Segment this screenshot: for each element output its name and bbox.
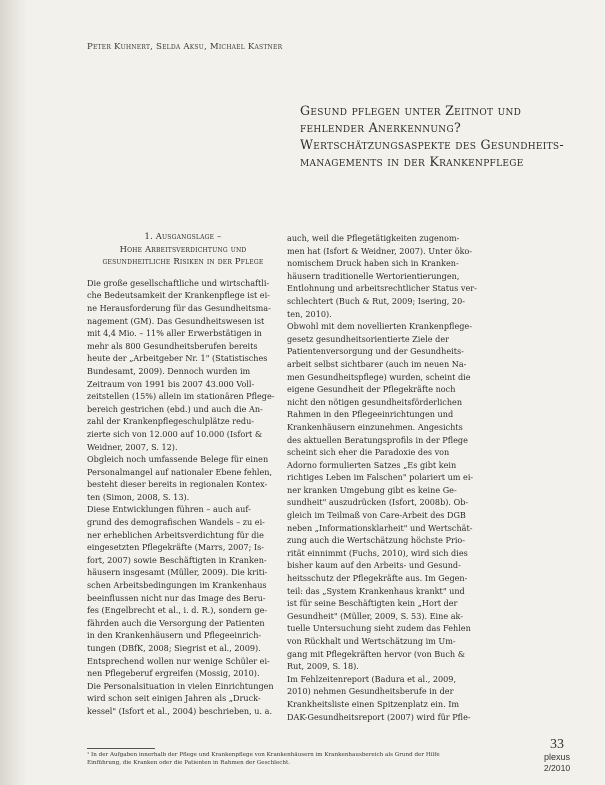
body-text-line: auch, weil die Pflegetätigkeiten zugenom- bbox=[287, 233, 460, 243]
section-heading-line: gesundheitliche Risiken in der Pflege bbox=[102, 256, 264, 267]
body-text-line: tuelle Untersuchung sieht zudem das Fehlen bbox=[287, 623, 471, 634]
body-text-line: nen Pflegeberuf ergreifen (Mossig, 2010). bbox=[87, 668, 260, 679]
body-text-line: Entlohnung und arbeitsrechtlicher Status ver- bbox=[287, 283, 477, 294]
page-footer bbox=[537, 737, 577, 774]
body-text-line: men hat (Isfort & Weidner, 2007). Unter öko- bbox=[287, 245, 473, 256]
body-text-line: che Bedeutsamkeit der Krankenpflege ist ei- bbox=[87, 290, 270, 301]
body-text-line: DAK-Gesundheitsreport (2007) wird für Pfle- bbox=[287, 711, 471, 722]
body-text-line: Weidner, 2007, S. 12). bbox=[87, 441, 178, 452]
body-text-line: eigene Gesundheit der Pflegekräfte noch bbox=[287, 384, 456, 395]
body-text-line: Personalmangel auf nationaler Ebene fehlen, bbox=[87, 466, 273, 477]
footnote-line: ¹ In der Aufgaben innerhalb der Pflege und Krankenpflege von Krankenhäusern im Krankenhausbereich als Grund der Hilfe bbox=[87, 752, 440, 758]
left-column bbox=[87, 230, 279, 718]
body-text-line: mit 4,4 Mio. – 11% aller Erwerbstätigen in bbox=[87, 328, 262, 339]
section-heading bbox=[87, 230, 279, 268]
body-text-line: besteht dieser bereits in regionalen Kontex- bbox=[87, 479, 268, 490]
body-text-line: beeinflussen nicht nur das Image des Beru- bbox=[87, 592, 266, 603]
body-text-line: Obwohl mit dem novellierten Krankenpflege- bbox=[287, 321, 472, 332]
body-text-line: bereich gestrichen (ebd.) und auch die An- bbox=[87, 403, 263, 414]
body-text-line: Bundesamt, 2009). Dennoch wurden im bbox=[87, 365, 251, 376]
body-text-line: Obgleich noch umfassende Belege für einen bbox=[87, 454, 269, 465]
body-text-line: nomischem Druck haben sich in Kranken- bbox=[287, 258, 459, 269]
journal-issue: 2/2010 bbox=[543, 763, 571, 773]
journal-name: plexus bbox=[543, 752, 570, 762]
body-text-line: schlechtert (Buch & Rut, 2009; Isering, 20- bbox=[287, 295, 465, 306]
running-header-authors: Peter Kuhnert, Selda Aksu, Michael Kastner bbox=[87, 42, 283, 52]
body-text-line: bisher kaum auf den Arbeits- und Gesund- bbox=[287, 560, 461, 571]
body-text-line: Im Fehlzeitenreport (Badura et al., 2009, bbox=[287, 673, 457, 684]
body-text-line: fährden auch die Versorgung der Patienten bbox=[87, 617, 265, 628]
body-text-line: Die große gesellschaftliche und wirtschaftli- bbox=[87, 277, 270, 288]
left-body-text bbox=[87, 277, 279, 718]
body-text-line: Krankheitsliste einen Spitzenplatz ein. Im bbox=[287, 698, 460, 709]
title-line: Wertschätzungsaspekte des Gesundheits- bbox=[300, 137, 564, 152]
body-text-line: Krankenhäusern einzunehmen. Angesichts bbox=[287, 421, 463, 432]
title-line: Gesund pflegen unter Zeitnot und bbox=[300, 103, 522, 118]
body-text-line: gleich im Teilmaß von Care-Arbeit des DGB bbox=[287, 510, 466, 521]
body-text-line: Zeitraum von 1991 bis 2007 43.000 Voll- bbox=[87, 378, 255, 389]
body-text-line: ner kranken Umgebung gibt es keine Ge- bbox=[287, 484, 457, 495]
body-text-line: zung auch die Wertschätzung höchste Prio- bbox=[287, 535, 466, 546]
body-text-line: häusern traditionelle Wertorientierungen, bbox=[287, 270, 460, 281]
body-text-line: heute der „Arbeitgeber Nr. 1" (Statistisches bbox=[87, 353, 268, 364]
body-text-line: Rahmen in den Pflegeeinrichtungen und bbox=[287, 409, 454, 420]
body-text-line: ner erheblichen Arbeitsverdichtung für die bbox=[87, 529, 264, 540]
body-text-line: grund des demografischen Wandels – zu ei- bbox=[87, 517, 265, 528]
body-text-line: zahl der Krankenpflegeschulplätze redu- bbox=[87, 416, 255, 427]
body-text-line: zeitstellen (15%) allein im stationären Pflege- bbox=[87, 391, 275, 402]
article-title bbox=[300, 102, 590, 170]
body-text-line: Die Personalsituation in vielen Einrichtungen bbox=[87, 680, 274, 691]
section-heading-line: Hohe Arbeitsverdichtung und bbox=[119, 243, 247, 254]
body-text-line: rität einnimmt (Fuchs, 2010), wird sich dies bbox=[287, 547, 468, 558]
body-text-line: fes (Engelbrecht et al., i. d. R.), sondern ge- bbox=[87, 605, 268, 616]
body-text-line: men Gesundheitspflege) wurden, scheint die bbox=[287, 371, 471, 382]
body-text-line: 2010) nehmen Gesundheitsberufe in der bbox=[287, 686, 454, 697]
body-text-line: tungen (DBfK, 2008; Siegrist et al., 2009). bbox=[87, 643, 261, 653]
footnote-divider bbox=[87, 748, 155, 749]
body-text-line: in den Krankenhäusern und Pflegeeinrich- bbox=[87, 630, 262, 641]
body-text-line: eingesetzten Pflegekräfte (Marrs, 2007; Is- bbox=[87, 542, 264, 553]
body-text-line: ten (Simon, 2008, S. 13). bbox=[87, 491, 190, 502]
body-text-line: teil: das „System Krankenhaus krankt" und bbox=[287, 585, 465, 596]
body-text-line: des aktuellen Beratungsprofils in der Pflege bbox=[287, 434, 468, 445]
footnote-line: Einführung, die Kranken oder die Patienten in Rahmen der Geschlecht. bbox=[87, 760, 291, 766]
body-text-line: Diese Entwicklungen führen – auch auf- bbox=[87, 504, 251, 515]
body-text-line: neben „Informationsklarheit" und Wertschät- bbox=[287, 522, 473, 533]
body-text-line: nicht den nötigen gesundheitsförderlichen bbox=[287, 396, 463, 407]
body-text-line: Adorno formulierten Satzes „Es gibt kein bbox=[287, 459, 457, 470]
body-text-line: ten, 2010). bbox=[287, 308, 332, 319]
page-edge-shadow bbox=[0, 0, 28, 785]
title-line: fehlender Anerkennung? bbox=[300, 120, 462, 135]
body-text-line: kessel" (Isfort et al., 2004) beschrieben, u. a. bbox=[87, 705, 273, 716]
body-text-line: nagement (GM). Das Gesundheitswesen ist bbox=[87, 315, 265, 326]
section-heading-line: 1. Ausgangslage – bbox=[144, 231, 222, 241]
body-text-line: ne Herausforderung für das Gesundheitsma- bbox=[87, 302, 271, 313]
footnote bbox=[87, 751, 497, 767]
body-text-line: Gesundheit" (Müller, 2009, S. 53). Eine ak- bbox=[287, 610, 464, 621]
body-text-line: richtiges Leben im Falschen" polariert um ei- bbox=[287, 472, 474, 483]
page-number: 33 bbox=[550, 737, 564, 752]
body-text-line: fort, 2007) sowie Beschäftigten in Kranken- bbox=[87, 554, 267, 565]
body-text-line: von Rückhalt und Wertschätzung im Um- bbox=[287, 636, 456, 646]
body-text-line: wird schon seit einigen Jahren als „Druck- bbox=[87, 693, 261, 704]
body-text-line: Entsprechend wollen nur wenige Schüler ei- bbox=[87, 655, 270, 666]
body-text-line: arbeit selbst sichtbarer (auch im neuen Na- bbox=[287, 358, 467, 369]
body-text-line: gesetz gesundheitsorientierte Ziele der bbox=[287, 333, 449, 344]
body-text-line: scheint sich eher die Paradoxie des von bbox=[287, 447, 450, 458]
title-line: managements in der Krankenpflege bbox=[300, 154, 524, 169]
body-text-line: heitsschutz der Pflegekräfte aus. Im Gegen- bbox=[287, 573, 468, 584]
body-text-line: schen Arbeitsbedingungen im Krankenhaus bbox=[87, 580, 267, 591]
right-column bbox=[287, 232, 486, 723]
body-text-line: zierte sich von 12.000 auf 10.000 (Isfort & bbox=[87, 428, 263, 439]
body-text-line: Rut, 2009, S. 18). bbox=[287, 661, 359, 672]
right-body-text bbox=[287, 232, 486, 723]
body-text-line: Patientenversorgung und der Gesundheits- bbox=[287, 346, 464, 357]
body-text-line: ist für seine Beschäftigten kein „Hort der bbox=[287, 598, 458, 609]
body-text-line: gang mit Pflegekräften hervor (von Buch & bbox=[287, 648, 465, 659]
body-text-line: mehr als 800 Gesundheitsberufen bereits bbox=[87, 340, 258, 351]
body-text-line: sundheit" auszudrücken (Isfort, 2008b). Ob- bbox=[287, 497, 469, 508]
body-text-line: häusern insgesamt (Müller, 2009). Die kriti- bbox=[87, 567, 268, 578]
